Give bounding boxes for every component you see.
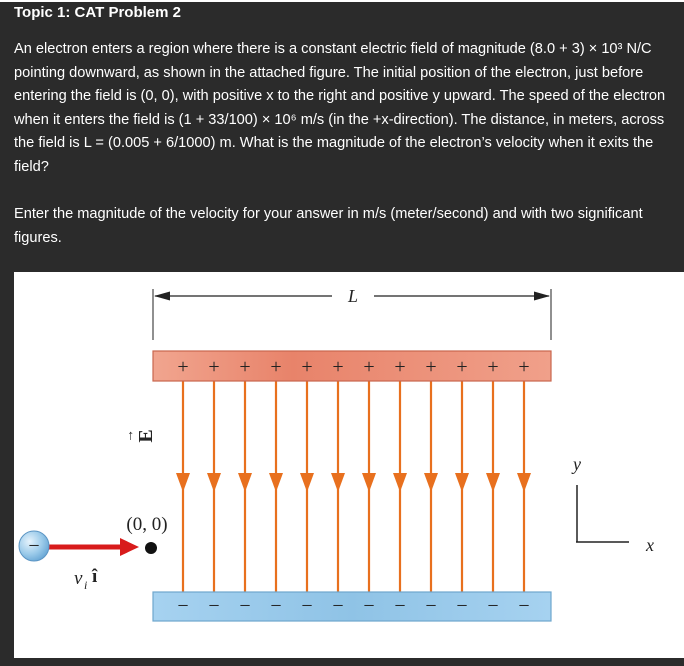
plus-sign: + bbox=[394, 356, 406, 378]
field-arrowhead bbox=[362, 473, 376, 492]
origin-label: (0, 0) bbox=[126, 514, 168, 535]
problem-figure bbox=[14, 272, 684, 658]
axis-x-label: x bbox=[646, 535, 654, 555]
minus-sign: − bbox=[332, 595, 344, 617]
velocity-label-unit: î bbox=[92, 566, 98, 587]
plus-sign: + bbox=[363, 356, 375, 378]
plus-sign: + bbox=[518, 356, 530, 378]
electron-charge: − bbox=[28, 535, 40, 557]
minus-sign: − bbox=[270, 595, 282, 617]
plus-sign: + bbox=[177, 356, 189, 378]
field-arrowhead bbox=[300, 473, 314, 492]
minus-sign: − bbox=[363, 595, 375, 617]
problem-statement: An electron enters a region where there is a constant electric field of magnitude (8.0 + 3) × 10³ N/C pointing downward, as shown in the attached figure. The initial position of the electron, just before entering the field is (0, 0), with positive x to the right and positive y upward. The speed of the electron when it enters the field is (1 + 33/100) × 10⁶ m/s (in the +x-direction). The distance, in meters, across the field is L = (0.005 + 6/1000) m. What is the magnitude of the electron’s velocity when it exits the field? bbox=[14, 41, 666, 175]
field-arrowhead bbox=[393, 473, 407, 492]
field-vector-arrow: → bbox=[122, 429, 137, 443]
field-arrowhead bbox=[424, 473, 438, 492]
axis-y-label: y bbox=[573, 454, 581, 474]
field-arrowhead bbox=[238, 473, 252, 492]
plus-sign: + bbox=[332, 356, 344, 378]
top-border bbox=[0, 0, 684, 2]
field-arrowhead bbox=[486, 473, 500, 492]
bottom-border bbox=[0, 658, 684, 666]
field-arrowhead bbox=[207, 473, 221, 492]
field-arrowhead bbox=[269, 473, 283, 492]
minus-sign: − bbox=[394, 595, 406, 617]
minus-sign: − bbox=[456, 595, 468, 617]
velocity-label-v: v bbox=[74, 568, 83, 589]
minus-sign: − bbox=[487, 595, 499, 617]
velocity-arrowhead bbox=[120, 538, 139, 556]
field-arrowhead bbox=[176, 473, 190, 492]
minus-sign: − bbox=[239, 595, 251, 617]
field-arrowhead bbox=[517, 473, 531, 492]
minus-sign: − bbox=[518, 595, 530, 617]
field-arrowhead bbox=[331, 473, 345, 492]
axes-icon bbox=[576, 485, 629, 542]
plus-sign: + bbox=[456, 356, 468, 378]
plus-sign: + bbox=[425, 356, 437, 378]
minus-sign: − bbox=[425, 595, 437, 617]
minus-sign: − bbox=[301, 595, 313, 617]
minus-sign: − bbox=[177, 595, 189, 617]
answer-instructions: Enter the magnitude of the velocity for your answer in m/s (meter/second) and with two significant figures. bbox=[14, 206, 643, 246]
origin-dot bbox=[145, 542, 157, 554]
plus-sign: + bbox=[487, 356, 499, 378]
plus-sign: + bbox=[301, 356, 313, 378]
field-arrowhead bbox=[455, 473, 469, 492]
velocity-label-subscript: i bbox=[84, 578, 88, 592]
plus-sign: + bbox=[270, 356, 282, 378]
plus-sign: + bbox=[208, 356, 220, 378]
field-label: E bbox=[135, 429, 157, 443]
length-label: L bbox=[347, 286, 359, 306]
field-lines bbox=[176, 376, 531, 597]
plus-sign: + bbox=[239, 356, 251, 378]
problem-title: Topic 1: CAT Problem 2 bbox=[14, 4, 181, 21]
minus-sign: − bbox=[208, 595, 220, 617]
